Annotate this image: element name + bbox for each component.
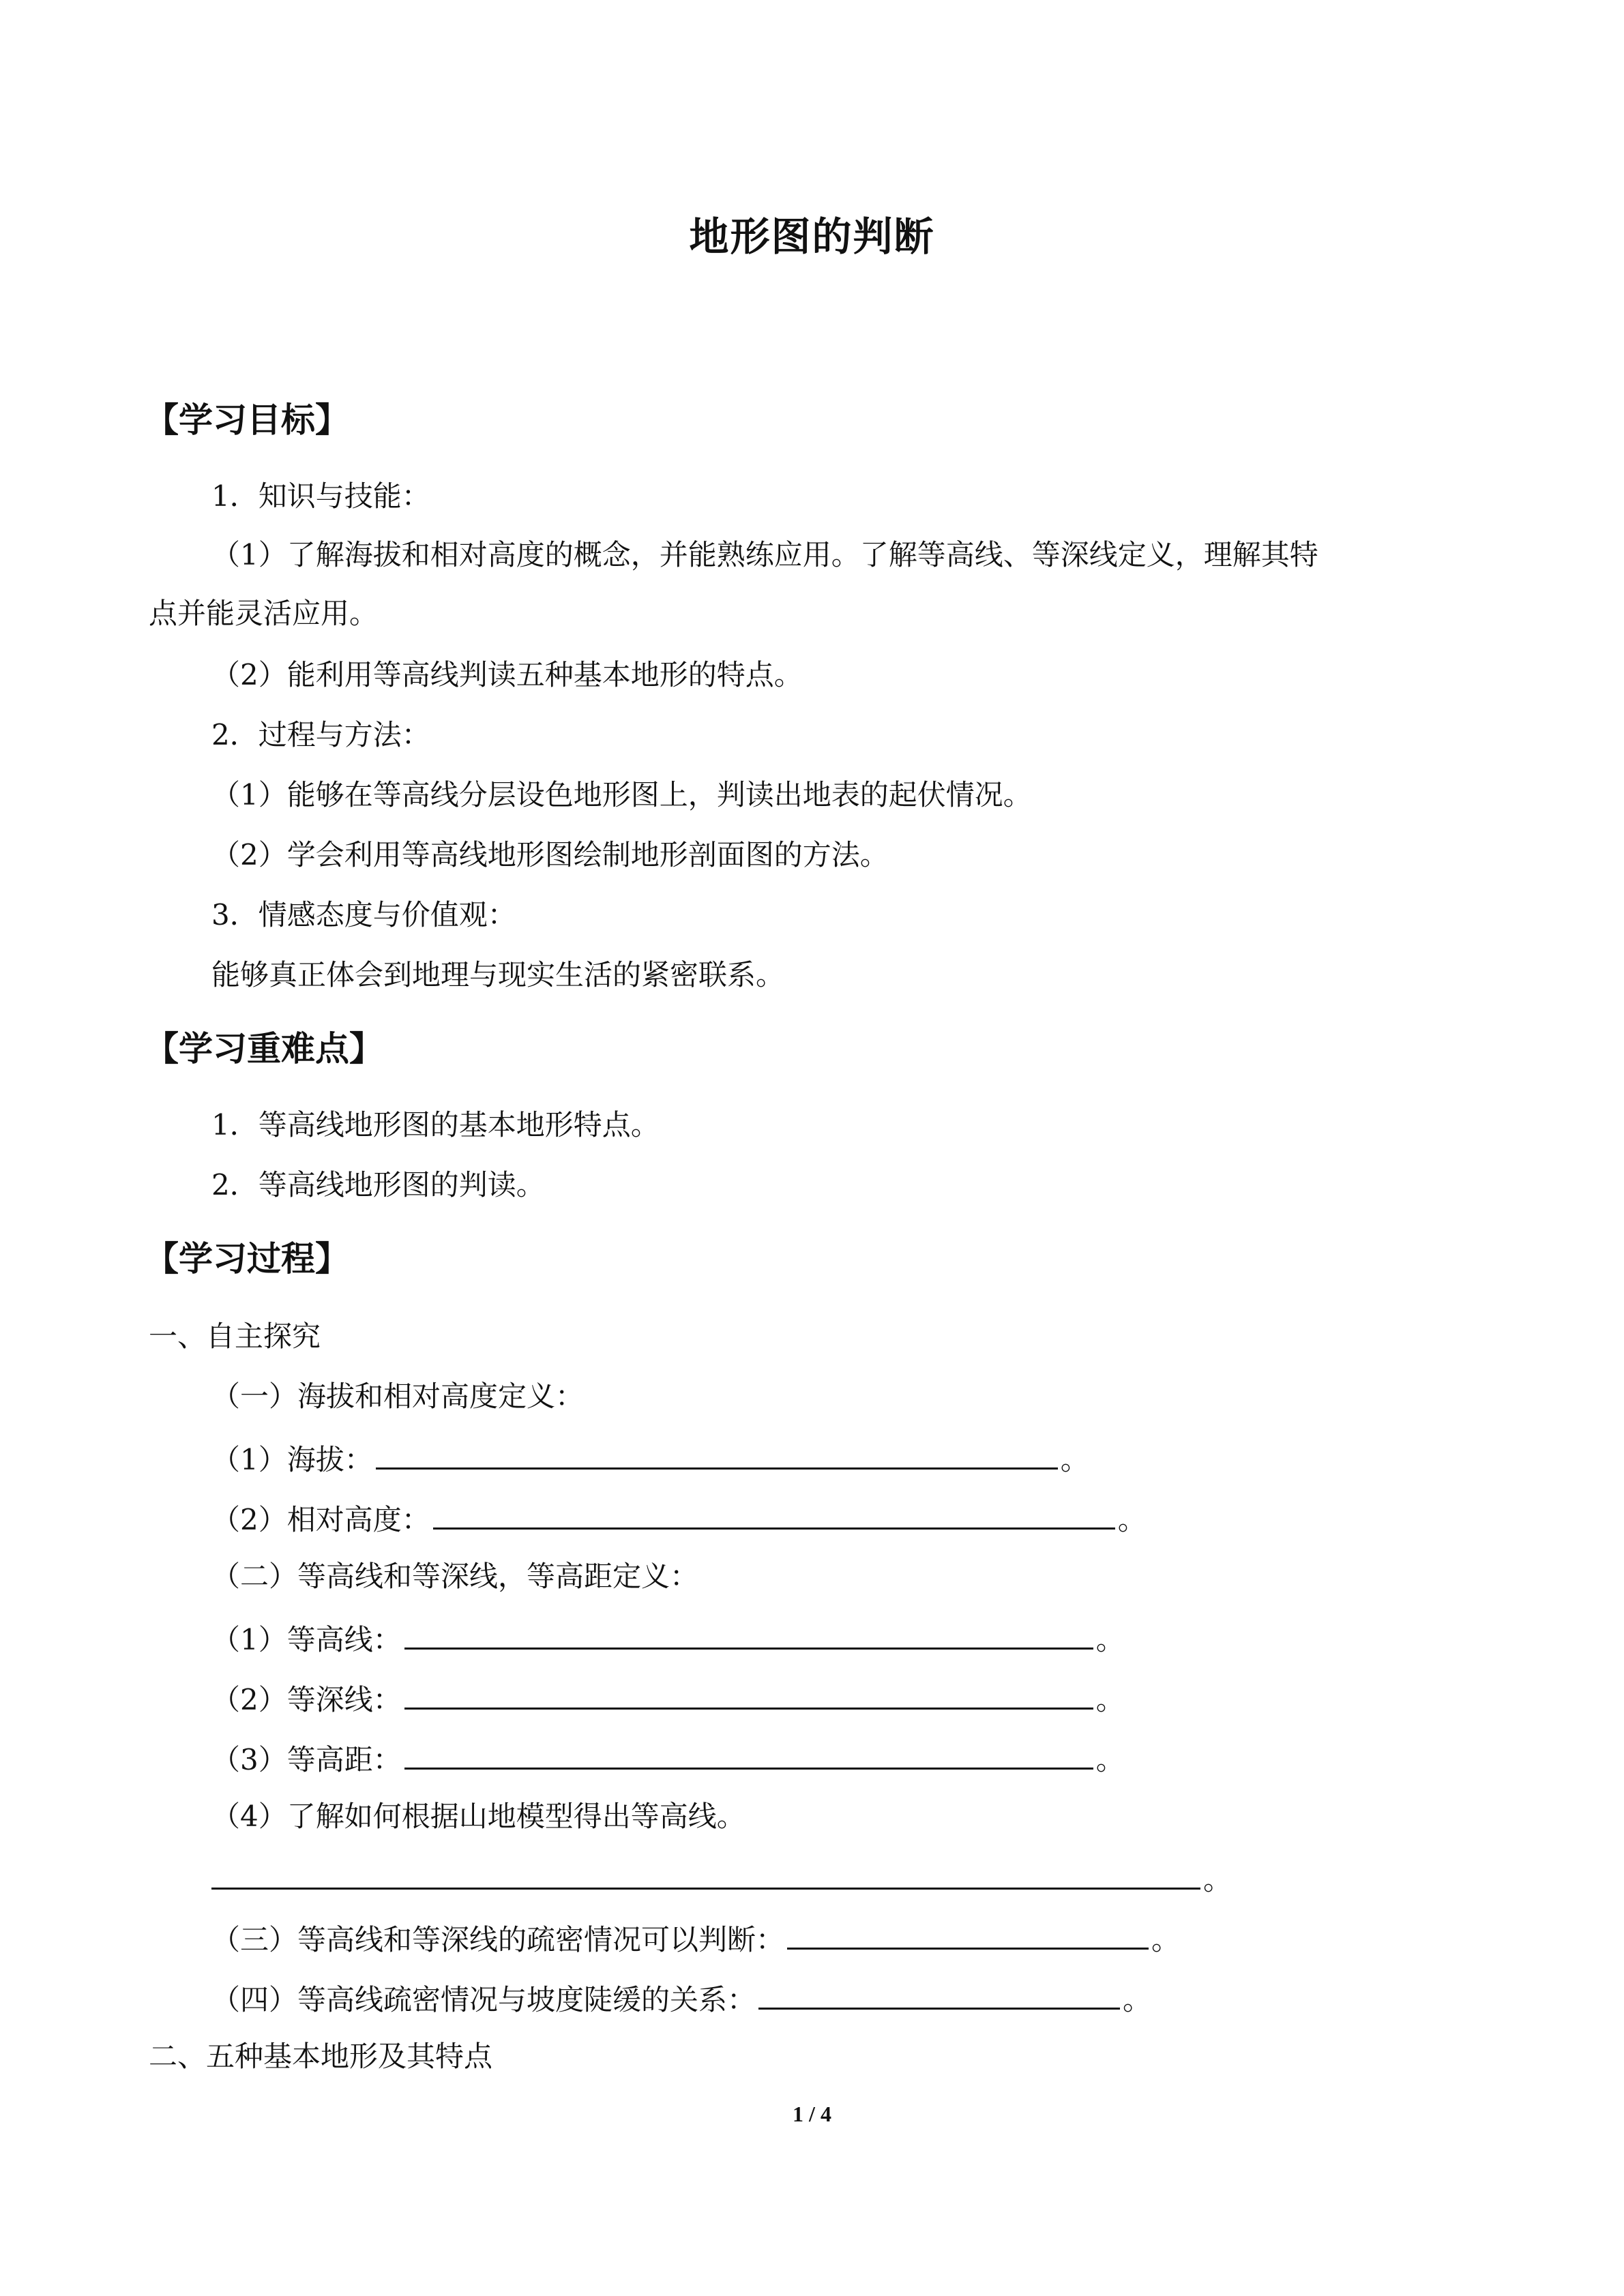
subsection-4: [211, 1978, 1151, 2019]
question-model-answer: [211, 1858, 1232, 1899]
goals-item-2a: （1）能够在等高线分层设色地形图上，判读出地表的起伏情况。: [211, 778, 1032, 811]
page-number: 1 / 4: [793, 2102, 831, 2126]
goals-item-3: 3．情感态度与价值观：: [211, 898, 516, 931]
period: 。: [1060, 1443, 1089, 1476]
question-label: （三）等高线和等深线的疏密情况可以判断：: [211, 1923, 785, 1956]
question-relative-height: [211, 1497, 1147, 1539]
subsection-1: （一）海拔和相对高度定义：: [211, 1380, 585, 1413]
goals-item-1: 1．知识与技能：: [211, 479, 430, 513]
goals-item-1b: （2）能利用等高线判读五种基本地形的特点。: [211, 658, 803, 691]
question-model: （4）了解如何根据山地模型得出等高线。: [211, 1800, 745, 1833]
period: 。: [1151, 1923, 1181, 1956]
question-isobath: [211, 1678, 1125, 1719]
period: 。: [1117, 1503, 1147, 1536]
part-1-heading: 一、自主探究: [149, 1320, 321, 1353]
period: 。: [1203, 1863, 1232, 1896]
answer-blank[interactable]: [404, 1678, 1093, 1710]
key-points-heading: 【学习重难点】: [145, 1029, 383, 1069]
question-altitude: [211, 1437, 1089, 1479]
document-title: 地形图的判断: [689, 213, 935, 260]
period: 。: [1123, 1983, 1152, 2016]
key-point-1: 1．等高线地形图的基本地形特点。: [211, 1108, 660, 1142]
part-2-heading: 二、五种基本地形及其特点: [149, 2040, 493, 2073]
answer-blank[interactable]: [376, 1437, 1058, 1470]
subsection-3: [211, 1918, 1180, 1959]
goals-item-3a: 能够真正体会到地理与现实生活的紧密联系。: [211, 958, 785, 992]
question-label: （四）等高线疏密情况与坡度陡缓的关系：: [211, 1983, 756, 2016]
subsection-2: （二）等高线和等深线，等高距定义：: [211, 1560, 699, 1593]
goals-item-2b: （2）学会利用等高线地形图绘制地形剖面图的方法。: [211, 838, 889, 871]
goals-item-1a-continued: 点并能灵活应用。: [149, 597, 379, 630]
answer-blank[interactable]: [404, 1617, 1093, 1650]
question-label: （1）海拔：: [211, 1443, 373, 1476]
answer-blank[interactable]: [787, 1918, 1149, 1950]
question-label: （2）等深线：: [211, 1683, 402, 1716]
goals-item-2: 2．过程与方法：: [211, 718, 430, 751]
answer-blank[interactable]: [758, 1978, 1120, 2010]
question-label: （3）等高距：: [211, 1743, 402, 1776]
goals-item-1a: （1）了解海拔和相对高度的概念，并能熟练应用。了解等高线、等深线定义，理解其特: [211, 538, 1318, 571]
period: 。: [1095, 1743, 1125, 1776]
goals-heading: 【学习目标】: [145, 400, 349, 440]
answer-blank[interactable]: [433, 1497, 1115, 1530]
question-label: （1）等高线：: [211, 1623, 402, 1656]
period: 。: [1095, 1683, 1125, 1716]
question-label: （2）相对高度：: [211, 1503, 430, 1536]
question-contour: [211, 1617, 1125, 1659]
period: 。: [1095, 1623, 1125, 1656]
answer-blank[interactable]: [404, 1738, 1093, 1770]
process-heading: 【学习过程】: [145, 1239, 349, 1279]
key-point-2: 2．等高线地形图的判读。: [211, 1168, 545, 1202]
answer-blank[interactable]: [211, 1858, 1200, 1890]
question-contour-interval: [211, 1738, 1125, 1779]
